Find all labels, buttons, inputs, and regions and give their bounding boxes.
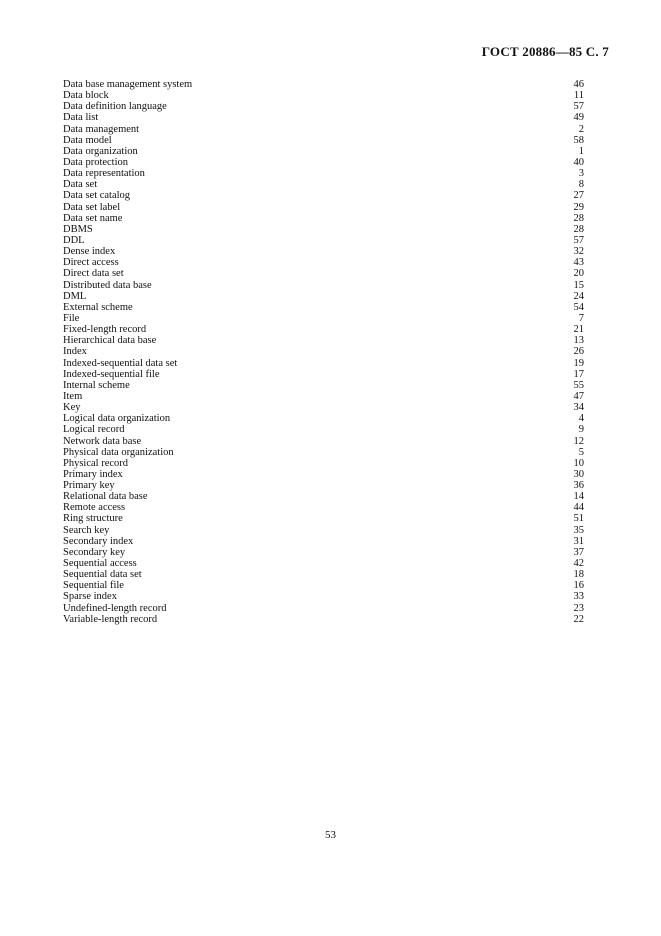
index-number: 8 [578, 179, 584, 191]
index-entry [63, 157, 584, 168]
index-number: 36 [573, 480, 584, 492]
index-number: 29 [573, 201, 584, 213]
index-entry [63, 413, 584, 424]
index-term: Internal scheme [63, 379, 130, 391]
index-entry [63, 469, 584, 480]
index-entry [63, 302, 584, 313]
index-entry [63, 268, 584, 279]
index-number: 26 [573, 346, 584, 358]
index-term: Variable-length record [63, 613, 158, 625]
index-term: File [63, 312, 80, 324]
index-term: DDL [63, 234, 85, 246]
index-number: 33 [573, 591, 584, 603]
index-term: Sequential access [63, 558, 137, 570]
index-entry [63, 213, 584, 224]
index-number: 14 [573, 491, 584, 503]
index-number: 2 [578, 123, 584, 135]
index-entry [63, 580, 584, 591]
index-number: 4 [578, 413, 584, 425]
index-term: Data set catalog [63, 190, 131, 202]
index-term: External scheme [63, 301, 133, 313]
index-term: Data set name [63, 212, 123, 224]
index-entry [63, 90, 584, 101]
index-term: Data organization [63, 145, 138, 157]
index-number: 28 [573, 223, 584, 235]
index-entry [63, 124, 584, 135]
index-term: Remote access [63, 502, 126, 514]
index-entry [63, 324, 584, 335]
index-term: Data model [63, 134, 112, 146]
index-entry [63, 335, 584, 346]
index-term: Indexed-sequential data set [63, 357, 178, 369]
index-term: Undefined-length record [63, 602, 167, 614]
index-term: Primary index [63, 468, 123, 480]
index-term: Physical data organization [63, 446, 174, 458]
index-term: Sequential data set [63, 569, 142, 581]
index-entry [63, 190, 584, 201]
index-term: Fixed-length record [63, 324, 147, 336]
index-number: 57 [573, 101, 584, 113]
index-entry [63, 558, 584, 569]
index-entry [63, 491, 584, 502]
index-term: Distributed data base [63, 279, 152, 291]
index-number: 57 [573, 234, 584, 246]
index-entry [63, 391, 584, 402]
index-number: 42 [573, 558, 584, 570]
index-entry [63, 447, 584, 458]
index-entry [63, 525, 584, 536]
index-entry [63, 280, 584, 291]
index-term: Ring structure [63, 513, 123, 525]
index-term: Key [63, 402, 81, 414]
index-entry [63, 179, 584, 190]
index-term: DML [63, 290, 87, 302]
index-term: Network data base [63, 435, 142, 447]
index-number: 31 [573, 535, 584, 547]
index-term: DBMS [63, 223, 93, 235]
index-number: 21 [573, 324, 584, 336]
index-number: 40 [573, 156, 584, 168]
index-number: 27 [573, 190, 584, 202]
index-number: 7 [578, 312, 584, 324]
index-entry [63, 536, 584, 547]
index-entry [63, 402, 584, 413]
index-term: Sequential file [63, 580, 124, 592]
index-term: Primary key [63, 480, 115, 492]
index-entry [63, 591, 584, 602]
index-entry [63, 369, 584, 380]
index-term: Secondary index [63, 535, 134, 547]
index-entry [63, 291, 584, 302]
index-number: 34 [573, 402, 584, 414]
index-entry [63, 224, 584, 235]
index-term: Secondary key [63, 546, 126, 558]
index-entry [63, 101, 584, 112]
index-term: Item [63, 390, 83, 402]
index-entry [63, 502, 584, 513]
index-number: 22 [573, 613, 584, 625]
index-entry [63, 146, 584, 157]
index-term: Dense index [63, 246, 116, 258]
index-term: Data representation [63, 168, 145, 180]
index-entry [63, 436, 584, 447]
index-entry [63, 547, 584, 558]
index-number: 49 [573, 112, 584, 124]
index-term: Physical record [63, 457, 129, 469]
index-number: 43 [573, 257, 584, 269]
index-number: 51 [573, 513, 584, 525]
term-index-list [63, 79, 584, 625]
index-number: 10 [573, 457, 584, 469]
index-term: Indexed-sequential file [63, 368, 160, 380]
index-term: Data definition language [63, 101, 167, 113]
index-term: Direct data set [63, 268, 124, 280]
index-number: 1 [578, 145, 584, 157]
index-number: 23 [573, 602, 584, 614]
index-number: 11 [573, 90, 584, 102]
index-number: 24 [573, 290, 584, 302]
index-number: 5 [578, 446, 584, 458]
index-entry [63, 513, 584, 524]
index-term: Logical record [63, 424, 125, 436]
index-entry [63, 246, 584, 257]
index-term: Data list [63, 112, 99, 124]
index-number: 44 [573, 502, 584, 514]
page-number: 53 [325, 829, 336, 841]
index-entry [63, 313, 584, 324]
index-entry [63, 480, 584, 491]
index-entry [63, 202, 584, 213]
index-term: Data block [63, 90, 109, 102]
index-number: 15 [573, 279, 584, 291]
index-entry [63, 112, 584, 123]
index-number: 55 [573, 379, 584, 391]
index-number: 35 [573, 524, 584, 536]
index-term: Relational data base [63, 491, 148, 503]
index-entry [63, 346, 584, 357]
index-number: 58 [573, 134, 584, 146]
index-term: Logical data organization [63, 413, 171, 425]
index-number: 19 [573, 357, 584, 369]
index-number: 20 [573, 268, 584, 280]
index-number: 12 [573, 435, 584, 447]
index-term: Hierarchical data base [63, 335, 157, 347]
index-entry [63, 168, 584, 179]
index-entry [63, 380, 584, 391]
index-entry [63, 569, 584, 580]
index-term: Index [63, 346, 87, 358]
index-number: 13 [573, 335, 584, 347]
index-entry [63, 424, 584, 435]
index-number: 30 [573, 468, 584, 480]
index-term: Search key [63, 524, 110, 536]
index-term: Data protection [63, 156, 129, 168]
index-number: 9 [578, 424, 584, 436]
index-term: Sparse index [63, 591, 117, 603]
index-number: 3 [578, 168, 584, 180]
index-number: 32 [573, 246, 584, 258]
index-entry [63, 235, 584, 246]
index-entry [63, 79, 584, 90]
index-number: 28 [573, 212, 584, 224]
page-header: ГОСТ 20886—85 С. 7 [481, 44, 609, 59]
index-term: Data management [63, 123, 140, 135]
index-number: 47 [573, 390, 584, 402]
index-number: 46 [573, 79, 584, 90]
index-entry [63, 358, 584, 369]
index-number: 54 [573, 301, 584, 313]
index-term: Data set label [63, 201, 121, 213]
index-number: 18 [573, 569, 584, 581]
index-entry [63, 135, 584, 146]
index-term: Direct access [63, 257, 119, 269]
index-entry [63, 257, 584, 268]
index-term: Data set [63, 179, 98, 191]
index-number: 17 [573, 368, 584, 380]
index-term: Data base management system [63, 79, 193, 90]
index-entry [63, 458, 584, 469]
index-number: 37 [573, 546, 584, 558]
index-number: 16 [573, 580, 584, 592]
index-entry [63, 603, 584, 614]
index-entry [63, 614, 584, 625]
